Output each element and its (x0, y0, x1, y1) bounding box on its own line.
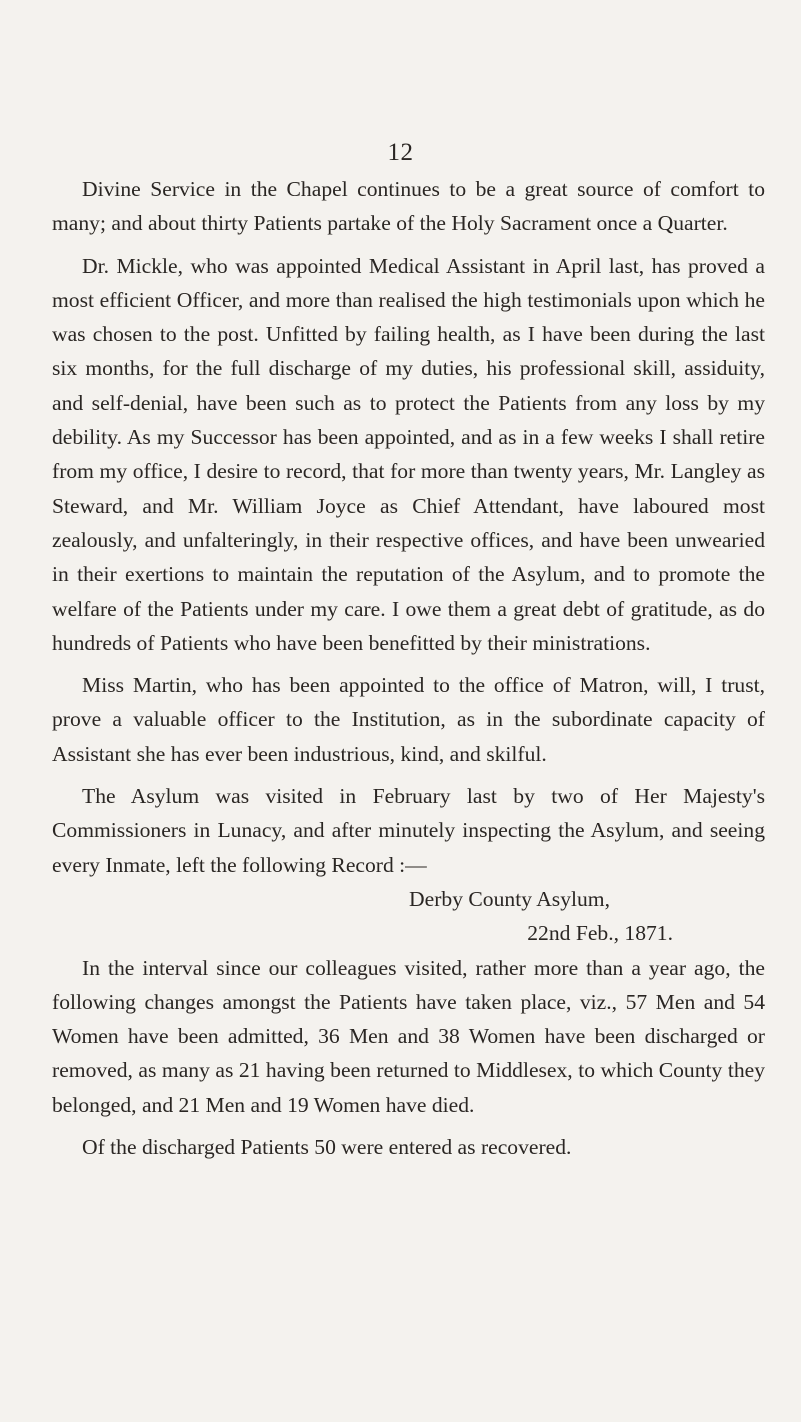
paragraph-miss-martin: Miss Martin, who has been appointed to the office of Matron, will, I trust, prove a valuable officer to the Institution, as in the subordinate capacity of Assistant she has ever been industrious, kind, and skilful. (52, 673, 765, 766)
record-date: 22nd Feb., 1871. (527, 921, 673, 946)
paragraph-divine-service: Divine Service in the Chapel continues to be a great source of comfort to many; and about thirty Patients partake of the Holy Sacrament once a Quarter. (52, 177, 765, 236)
paragraph-commissioners-visit: The Asylum was visited in February last by two of Her Majesty's Commissioners in Lunacy, and after minutely inspecting the Asylum, and seeing every Inmate, left the following Record :— (52, 784, 765, 877)
record-place: Derby County Asylum, (409, 886, 610, 911)
page-number: 12 (387, 139, 414, 166)
body-text (52, 172, 765, 1164)
paragraph-dr-mickle: Dr. Mickle, who was appointed Medical Assistant in April last, has proved a most efficient Officer, and more than realised the high testimonials upon which he was chosen to the post. Unfitted by failing health, as I have been during the last six months, for the full discharge of my duties, his professional skill, assiduity, and self-denial, have been such as to protect the Patients from any loss by my debility. As my Successor has been appointed, and as in a few weeks I shall retire from my office, I desire to record, that for more than twenty years, Mr. Langley as Steward, and Mr. William Joyce as Chief Attendant, have laboured most zealously, and unfalteringly, in their respective offices, and have been unwearied in their exertions to maintain the reputation of the Asylum, and to promote the welfare of the Patients under my care. I owe them a great debt of gratitude, as do hundreds of Patients who have been benefitted by their ministrations. (52, 253, 765, 655)
record-paragraph-changes: In the interval since our colleagues visited, rather more than a year ago, the following changes amongst the Patients have taken place, viz., 57 Men and 54 Women have been admitted, 36 Men and 38 Women have been discharged or removed, as many as 21 having been returned to Middlesex, to which County they belonged, and 21 Men and 19 Women have died. (52, 955, 765, 1117)
record-paragraph-recovered: Of the discharged Patients 50 were entered as recovered. (82, 1135, 572, 1160)
